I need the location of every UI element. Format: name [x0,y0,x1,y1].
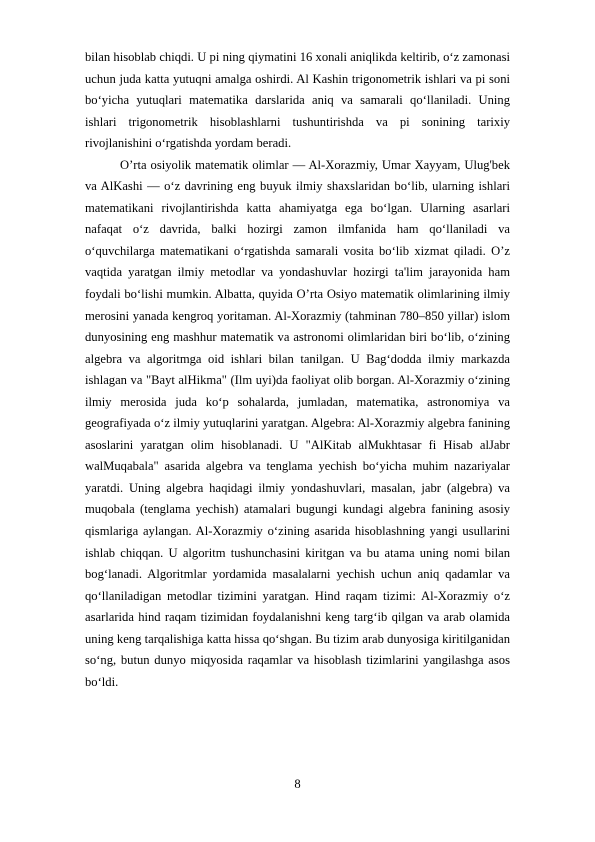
paragraph-2: O’rta osiyolik matematik olimlar — Al-Xorazmiy, Umar Xayyam, Ulug'bek va AlKashi — o‘z davrining eng buyuk ilmiy shaxslaridan bo‘lib, ularning ishlari matematikani rivojlantirishda katta ahamiyatga ega bo‘lgan. Ularning asarlari nafaqat o‘z davrida, balki hozirgi zamon ilmfanida ham qo‘llaniladi va o‘quvchilarga matematikani o‘rgatishda samarali vosita bo‘lib xizmat qiladi. O’z vaqtida yaratgan ilmiy metodlar va yondashuvlar hozirgi ta'lim jarayonida ham foydali bo‘lishi mumkin. Albatta, quyida O’rta Osiyo matematik olimlarining ilmiy merosini yanada kengroq yoritaman. Al-Xorazmiy (tahminan 780–850 yillar) islom dunyosining eng mashhur matematik va astronomi olimlaridan biri bo‘lib, o‘zining algebra va algoritmga oid ishlari bilan tanilgan. U Bag‘dodda ilmiy markazda ishlagan va "Bayt alHikma" (Ilm uyi)da faoliyat olib borgan. Al-Xorazmiy o‘zining ilmiy merosida juda ko‘p sohalarda, jumladan, matematika, astronomiya va geografiyada o‘z ilmiy yutuqlarini yaratgan. Algebra: Al-Xorazmiy algebra fanining asoslarini yaratgan olim hisoblanadi. U "AlKitab alMukhtasar fi Hisab alJabr walMuqabala" asarida algebra va tenglama yechish bo‘yicha muhim nazariyalar yaratdi. Uning algebra haqidagi ilmiy yondashuvlari, masalan, jabr (algebra) va muqobala (tenglama yechish) atamalari bugungi kundagi algebra fanining asosiy qismlariga aylangan. Al-Xorazmiy o‘zining asarida hisoblashning yangi usullarini ishlab chiqqan. U algoritm tushunchasini kiritgan va bu atama uning nomi bilan bog‘lanadi. Algoritmlar yordamida masalalarni yechish uchun aniq qadamlar va qo‘llaniladigan metodlar tizimini yaratgan. Hind raqam tizimi: Al-Xorazmiy o‘z asarlarida hind raqam tizimidan foydalanishni keng targ‘ib qilgan va arab olamida uning keng tarqalishiga katta hissa qo‘shgan. Bu tizim arab dunyosiga kiritilganidan so‘ng, butun dunyo miqyosida raqamlar va hisoblash tizimlarini yangilashga asos bo‘ldi. [85,157,510,689]
page-number: 8 [294,777,301,791]
paragraph-1: bilan hisoblab chiqdi. U pi ning qiymatini 16 xonali aniqlikda keltirib, o‘z zamonasi uchun juda katta yutuqni amalga oshirdi. Al Kashin trigonometrik ishlari va pi soni bo‘yicha yutuqlari matematika darslarida aniq va samarali qo‘llaniladi. Uning ishlari trigonometrik hisoblashlarni tushuntirishda va pi sonining tarixiy rivojlanishini o‘rgatishda yordam beradi. [85,50,510,151]
document-page [85,47,510,693]
